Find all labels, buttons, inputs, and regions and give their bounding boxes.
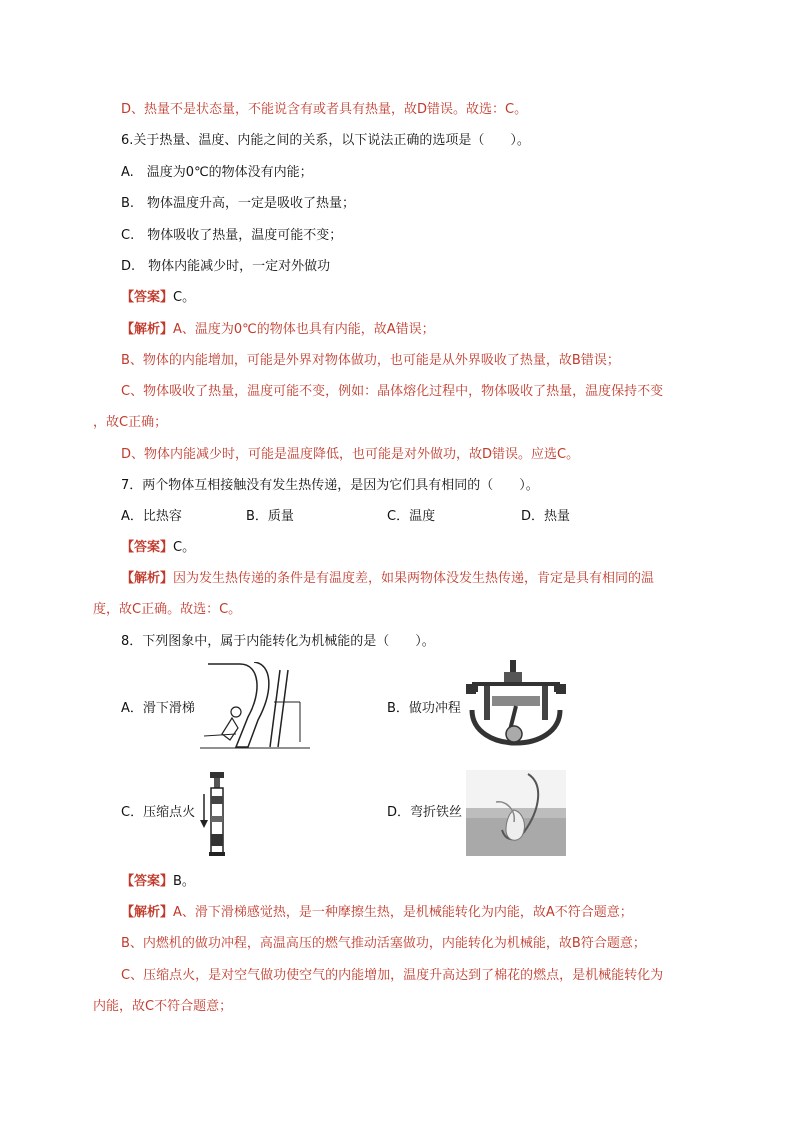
- explanation-text: A、温度为0℃的物体也具有内能，故A错误；: [173, 322, 435, 337]
- answer-tag: 【答案】: [121, 874, 174, 889]
- q7-explanation-line2: 度，故C正确。故选：C。: [93, 602, 242, 617]
- q8-option-c: C．压缩点火: [121, 805, 196, 820]
- answer-tag: 【答案】: [121, 290, 174, 305]
- q8-option-d: D．弯折铁丝: [387, 805, 463, 820]
- q6-explanation-c-line1: C、物体吸收了热量，温度可能不变，例如：晶体熔化过程中，物体吸收了热量，温度保持不变: [121, 384, 664, 399]
- q8-option-b: B．做功冲程: [387, 701, 461, 716]
- engine-figure: [466, 660, 566, 752]
- q7-option-c: C．温度: [387, 509, 436, 524]
- q6-answer: [121, 289, 195, 307]
- q6-option-c: C. 物体吸收了热量，温度可能不变；: [121, 228, 343, 243]
- question-8: 8．下列图象中，属于内能转化为机械能的是（ ）。: [121, 634, 435, 649]
- q8-explanation-a: [121, 904, 633, 922]
- q7-option-a: A．比热容: [121, 509, 182, 524]
- q8-explanation-b: B、内燃机的做功冲程，高温高压的燃气推动活塞做功，内能转化为机械能，故B符合题意；: [121, 936, 646, 951]
- answer-value: C。: [173, 290, 196, 305]
- q8-explanation-c-line2: 内能，故C不符合题意；: [93, 999, 233, 1014]
- q6-explanation-b: B、物体的内能增加，可能是外界对物体做功，也可能是从外界吸收了热量，故B错误；: [121, 353, 620, 368]
- explanation-text: 因为发生热传递的条件是有温度差，如果两物体没发生热传递，肯定是具有相同的温: [173, 571, 655, 586]
- q8-answer: [121, 873, 195, 891]
- question-6: 6.关于热量、温度、内能之间的关系，以下说法正确的选项是（ ）。: [121, 133, 530, 148]
- q7-answer: [121, 539, 195, 557]
- answer-value: C。: [173, 540, 196, 555]
- answer-value: B。: [173, 874, 195, 889]
- question-7: 7．两个物体互相接触没有发生热传递，是因为它们具有相同的（ ）。: [121, 478, 539, 493]
- q7-option-b: B．质量: [246, 509, 294, 524]
- q8-explanation-c-line1: C、压缩点火，是对空气做功使空气的内能增加，温度升高达到了棉花的燃点，是机械能转化为: [121, 968, 664, 983]
- q7-explanation-line1: [121, 570, 654, 588]
- q6-option-b: B. 物体温度升高，一定是吸收了热量；: [121, 196, 356, 211]
- explanation-tag: 【解析】: [121, 322, 174, 337]
- q6-option-a: A. 温度为0℃的物体没有内能；: [121, 165, 313, 180]
- q8-option-a: A．滑下滑梯: [121, 701, 195, 716]
- explanation-text: A、滑下滑梯感觉热，是一种摩擦生热，是机械能转化为内能，故A不符合题意；: [173, 905, 633, 920]
- explanation-tag: 【解析】: [121, 905, 174, 920]
- explanation-d-previous: D、热量不是状态量，不能说含有或者具有热量，故D错误。故选：C。: [121, 102, 528, 117]
- q6-explanation-a: [121, 321, 435, 339]
- slide-figure: [200, 662, 310, 754]
- q6-option-d: D. 物体内能减少时，一定对外做功: [121, 259, 331, 274]
- q6-explanation-d: D、物体内能减少时，可能是温度降低，也可能是对外做功，故D错误。应选C。: [121, 447, 580, 462]
- answer-tag: 【答案】: [121, 540, 174, 555]
- q6-explanation-c-line2: ，故C正确；: [93, 415, 168, 430]
- compression-ignition-figure: [196, 772, 236, 858]
- q7-option-d: D．热量: [521, 509, 571, 524]
- bending-wire-figure: [466, 770, 566, 856]
- explanation-tag: 【解析】: [121, 571, 174, 586]
